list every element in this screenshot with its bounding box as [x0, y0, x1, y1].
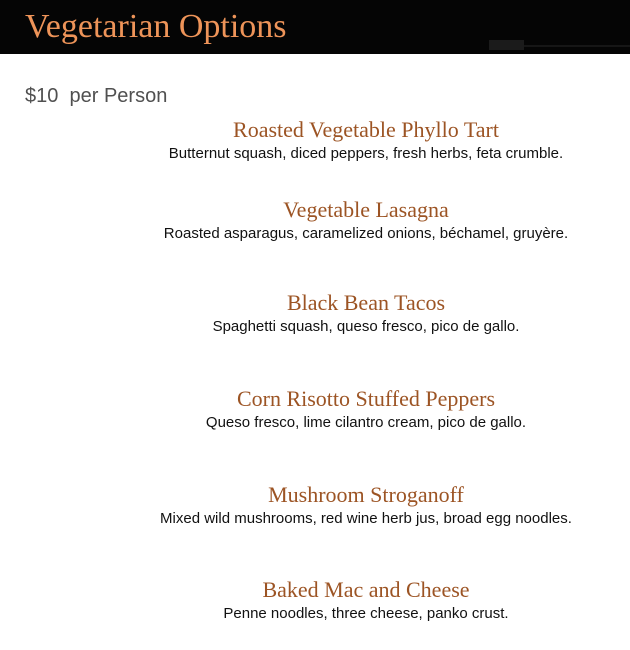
menu-item-name: Corn Risotto Stuffed Peppers [236, 386, 496, 411]
menu-item-name: Baked Mac and Cheese [262, 577, 470, 602]
header-bar [0, 0, 630, 54]
menu-item-description: Mixed wild mushrooms, red wine herb jus, broad egg noodles. [160, 510, 572, 527]
menu-item-name: Roasted Vegetable Phyllo Tart [233, 117, 499, 142]
menu-item [110, 117, 622, 164]
menu-item [110, 577, 622, 624]
header-divider-line [524, 45, 630, 47]
menu-item [110, 290, 622, 337]
menu-item [110, 482, 622, 529]
menu-item-description: Butternut squash, diced peppers, fresh herbs, feta crumble. [168, 145, 564, 162]
menu-item-description: Penne noodles, three cheese, panko crust. [223, 605, 509, 622]
price-label: $10 per Person [25, 85, 168, 107]
header-decoration [489, 40, 524, 50]
menu-item-description: Spaghetti squash, queso fresco, pico de gallo. [212, 318, 520, 335]
menu-item-name: Mushroom Stroganoff [268, 482, 464, 507]
menu-item-name: Black Bean Tacos [286, 290, 446, 315]
menu-item-description: Queso fresco, lime cilantro cream, pico de gallo. [205, 414, 527, 431]
menu-item [110, 197, 622, 244]
menu-item-name: Vegetable Lasagna [283, 197, 449, 222]
menu-item-description: Roasted asparagus, caramelized onions, béchamel, gruyère. [163, 225, 569, 242]
page-title: Vegetarian Options [25, 8, 287, 45]
menu-item [110, 386, 622, 433]
